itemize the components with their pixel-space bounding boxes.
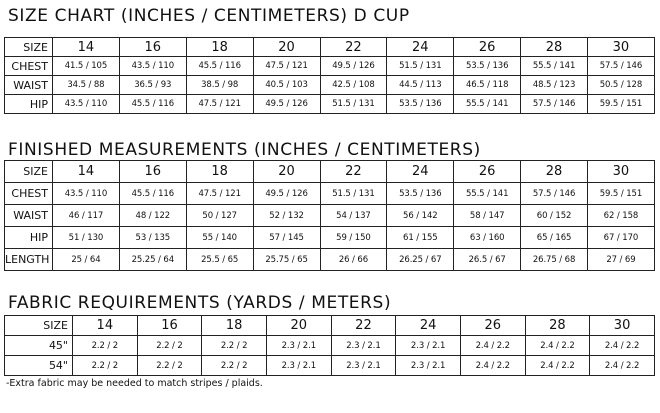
size-header-cell: 18 <box>186 38 253 57</box>
measurement-cell: 50.5 / 128 <box>588 76 655 95</box>
size-header-cell: 24 <box>387 161 454 183</box>
measurement-cell: 2.4 / 2.2 <box>460 336 525 356</box>
measurement-cell: 57.5 / 146 <box>521 95 588 114</box>
size-header-cell: 22 <box>331 316 396 336</box>
row-label: CHEST <box>5 183 53 205</box>
measurement-cell: 25.5 / 65 <box>186 249 253 271</box>
measurement-cell: 45.5 / 116 <box>186 57 253 76</box>
size-header-cell: 24 <box>396 316 461 336</box>
measurement-cell: 59.5 / 151 <box>588 95 655 114</box>
measurement-cell: 45.5 / 116 <box>119 95 186 114</box>
row-label: LENGTH <box>5 249 53 271</box>
measurement-cell: 27 / 69 <box>588 249 655 271</box>
row-label: 45" <box>5 336 73 356</box>
measurement-cell: 45.5 / 116 <box>119 183 186 205</box>
measurement-cell: 43.5 / 110 <box>119 57 186 76</box>
measurement-cell: 49.5 / 126 <box>320 57 387 76</box>
table-row <box>5 336 655 356</box>
measurement-cell: 49.5 / 126 <box>253 95 320 114</box>
measurement-cell: 59.5 / 151 <box>588 183 655 205</box>
size-header-cell: 14 <box>53 38 120 57</box>
row-label: HIP <box>5 95 53 114</box>
size-header-cell: 28 <box>521 38 588 57</box>
table-row <box>5 183 655 205</box>
measurement-cell: 38.5 / 98 <box>186 76 253 95</box>
measurement-cell: 2.2 / 2 <box>73 336 138 356</box>
measurement-cell: 46 / 117 <box>53 205 120 227</box>
measurement-cell: 53.5 / 136 <box>454 57 521 76</box>
measurement-cell: 2.4 / 2.2 <box>525 336 590 356</box>
measurement-cell: 51 / 130 <box>53 227 120 249</box>
measurement-cell: 2.4 / 2.2 <box>590 336 655 356</box>
size-header-cell: 14 <box>53 161 120 183</box>
measurement-cell: 42.5 / 108 <box>320 76 387 95</box>
measurement-cell: 55 / 140 <box>186 227 253 249</box>
measurement-cell: 2.3 / 2.1 <box>396 356 461 376</box>
header-row <box>5 38 655 57</box>
measurement-cell: 51.5 / 131 <box>387 57 454 76</box>
size-header-cell: 26 <box>454 38 521 57</box>
table-row <box>5 205 655 227</box>
table-row <box>5 76 655 95</box>
size-header-cell: 20 <box>253 161 320 183</box>
measurement-cell: 53.5 / 136 <box>387 183 454 205</box>
size-header-cell: 18 <box>202 316 267 336</box>
measurement-cell: 47.5 / 121 <box>186 183 253 205</box>
table-row <box>5 356 655 376</box>
size-header-cell: 28 <box>525 316 590 336</box>
section-title: FINISHED MEASUREMENTS (INCHES / CENTIMETERS) <box>8 140 481 160</box>
measurement-cell: 54 / 137 <box>320 205 387 227</box>
row-label: WAIST <box>5 205 53 227</box>
measurement-cell: 36.5 / 93 <box>119 76 186 95</box>
size-header-cell: 26 <box>460 316 525 336</box>
size-header-cell: 24 <box>387 38 454 57</box>
size-header-cell: 22 <box>320 161 387 183</box>
measurement-cell: 2.3 / 2.1 <box>266 336 331 356</box>
section-title: SIZE CHART (INCHES / CENTIMETERS) D CUP <box>8 6 410 26</box>
measurement-cell: 53.5 / 136 <box>387 95 454 114</box>
measurement-cell: 40.5 / 103 <box>253 76 320 95</box>
size-header-cell: 18 <box>186 161 253 183</box>
measurement-cell: 2.3 / 2.1 <box>331 356 396 376</box>
header-row <box>5 316 655 336</box>
size-header-label: SIZE <box>5 316 73 336</box>
measurement-cell: 2.2 / 2 <box>137 356 202 376</box>
measurement-cell: 60 / 152 <box>521 205 588 227</box>
measurement-cell: 25 / 64 <box>53 249 120 271</box>
measurement-cell: 53 / 135 <box>119 227 186 249</box>
measurement-cell: 57.5 / 146 <box>521 183 588 205</box>
measurement-cell: 2.2 / 2 <box>202 356 267 376</box>
measurement-cell: 26.5 / 67 <box>454 249 521 271</box>
footnote: -Extra fabric may be needed to match stripes / plaids. <box>6 378 263 389</box>
size-header-cell: 26 <box>454 161 521 183</box>
section-title: FABRIC REQUIREMENTS (YARDS / METERS) <box>8 293 392 313</box>
table-row <box>5 95 655 114</box>
measurement-cell: 55.5 / 141 <box>454 183 521 205</box>
row-label: HIP <box>5 227 53 249</box>
size-header-cell: 20 <box>266 316 331 336</box>
header-row <box>5 161 655 183</box>
measurement-cell: 2.4 / 2.2 <box>590 356 655 376</box>
size-header-label: SIZE <box>5 38 53 57</box>
size-header-cell: 16 <box>119 161 186 183</box>
size-header-cell: 30 <box>588 38 655 57</box>
measurement-cell: 2.2 / 2 <box>73 356 138 376</box>
row-label: CHEST <box>5 57 53 76</box>
measurement-cell: 58 / 147 <box>454 205 521 227</box>
row-label: WAIST <box>5 76 53 95</box>
measurement-cell: 26.75 / 68 <box>521 249 588 271</box>
size-header-cell: 30 <box>590 316 655 336</box>
measurement-cell: 49.5 / 126 <box>253 183 320 205</box>
size-header-cell: 20 <box>253 38 320 57</box>
measurement-cell: 25.75 / 65 <box>253 249 320 271</box>
measurement-cell: 67 / 170 <box>588 227 655 249</box>
measurement-cell: 48.5 / 123 <box>521 76 588 95</box>
measurement-cell: 52 / 132 <box>253 205 320 227</box>
measurement-cell: 2.2 / 2 <box>137 336 202 356</box>
size-header-cell: 14 <box>73 316 138 336</box>
size-header-cell: 16 <box>137 316 202 336</box>
measurement-cell: 56 / 142 <box>387 205 454 227</box>
measurement-cell: 26.25 / 67 <box>387 249 454 271</box>
measurement-cell: 43.5 / 110 <box>53 183 120 205</box>
measurement-cell: 2.4 / 2.2 <box>460 356 525 376</box>
measurement-cell: 61 / 155 <box>387 227 454 249</box>
measurement-cell: 2.3 / 2.1 <box>396 336 461 356</box>
measurement-cell: 34.5 / 88 <box>53 76 120 95</box>
measurement-cell: 63 / 160 <box>454 227 521 249</box>
finished-measurements-table <box>4 160 655 271</box>
table-row <box>5 57 655 76</box>
measurement-cell: 48 / 122 <box>119 205 186 227</box>
measurement-cell: 57.5 / 146 <box>588 57 655 76</box>
measurement-cell: 51.5 / 131 <box>320 183 387 205</box>
measurement-cell: 2.2 / 2 <box>202 336 267 356</box>
measurement-cell: 55.5 / 141 <box>521 57 588 76</box>
size-header-cell: 30 <box>588 161 655 183</box>
measurement-cell: 46.5 / 118 <box>454 76 521 95</box>
measurement-cell: 62 / 158 <box>588 205 655 227</box>
measurement-cell: 2.4 / 2.2 <box>525 356 590 376</box>
measurement-cell: 2.3 / 2.1 <box>331 336 396 356</box>
row-label: 54" <box>5 356 73 376</box>
measurement-cell: 50 / 127 <box>186 205 253 227</box>
table-row <box>5 227 655 249</box>
measurement-cell: 43.5 / 110 <box>53 95 120 114</box>
fabric-requirements-table <box>4 315 655 376</box>
measurement-cell: 55.5 / 141 <box>454 95 521 114</box>
size-header-cell: 22 <box>320 38 387 57</box>
measurement-cell: 41.5 / 105 <box>53 57 120 76</box>
measurement-cell: 59 / 150 <box>320 227 387 249</box>
measurement-cell: 26 / 66 <box>320 249 387 271</box>
size-chart-table <box>4 37 655 114</box>
size-header-cell: 28 <box>521 161 588 183</box>
measurement-cell: 47.5 / 121 <box>186 95 253 114</box>
measurement-cell: 2.3 / 2.1 <box>266 356 331 376</box>
measurement-cell: 25.25 / 64 <box>119 249 186 271</box>
table-row <box>5 249 655 271</box>
size-header-label: SIZE <box>5 161 53 183</box>
measurement-cell: 47.5 / 121 <box>253 57 320 76</box>
measurement-cell: 65 / 165 <box>521 227 588 249</box>
measurement-cell: 51.5 / 131 <box>320 95 387 114</box>
measurement-cell: 44.5 / 113 <box>387 76 454 95</box>
measurement-cell: 57 / 145 <box>253 227 320 249</box>
size-header-cell: 16 <box>119 38 186 57</box>
